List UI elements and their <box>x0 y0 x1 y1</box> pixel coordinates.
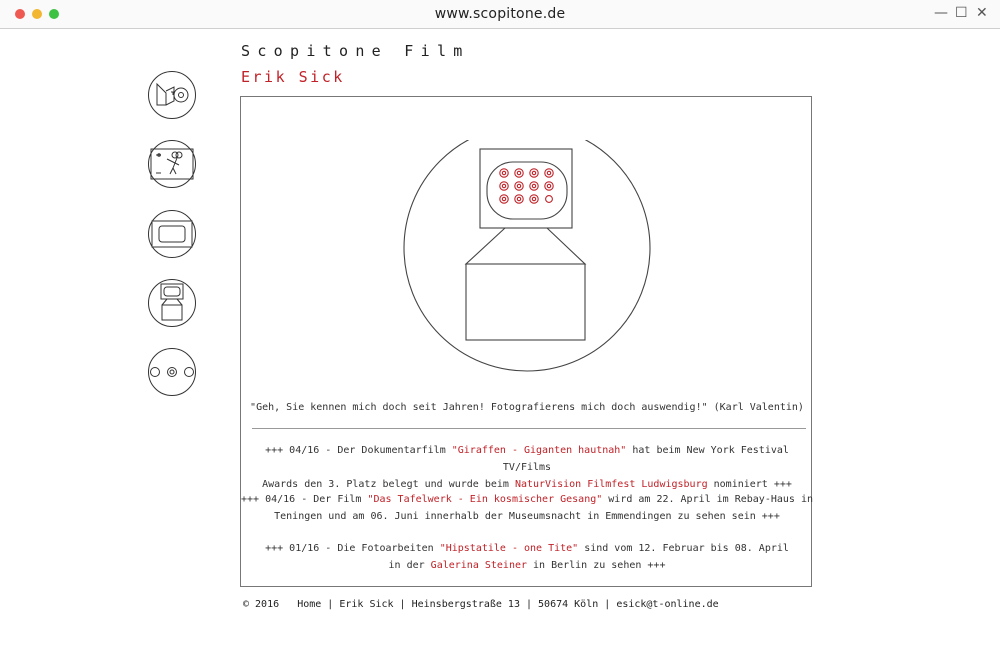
site-subtitle[interactable]: Erik Sick <box>241 68 345 86</box>
footer-name: Erik Sick <box>339 599 394 610</box>
news-item: +++ 04/16 - Der Film "Das Tafelwerk - Ein kosmischer Gesang" wird am 22. April im Rebay-Haus in Teningen und am 06. Juni innerhalb der Museumsnacht in Emmendingen zu sehen sein +++ <box>241 494 813 522</box>
minimize-icon[interactable]: — <box>934 5 948 21</box>
scopitone-illustration <box>403 140 651 374</box>
close-icon[interactable]: ✕ <box>976 5 988 21</box>
news-link[interactable]: Galerina Steiner <box>430 560 527 571</box>
site-title: Scopitone Film <box>241 42 470 60</box>
footer-street: Heinsbergstraße 13 <box>411 599 520 610</box>
news-link[interactable]: "Hipstatile - one Tite" <box>439 543 579 554</box>
film-camera-icon[interactable] <box>148 71 196 119</box>
copyright: © 2016 <box>243 599 280 610</box>
screen-icon[interactable] <box>148 210 196 258</box>
scopitone-icon[interactable] <box>148 279 196 327</box>
browser-chrome <box>0 0 1000 29</box>
reels-icon[interactable] <box>148 348 196 396</box>
content-panel <box>240 96 812 587</box>
footer-email-link[interactable]: esick@t-online.de <box>616 599 719 610</box>
news-link[interactable]: NaturVision Filmfest Ludwigsburg <box>514 479 708 490</box>
maximize-icon[interactable]: ☐ <box>955 5 968 21</box>
divider <box>252 428 806 429</box>
news-item: +++ 04/16 - Der Dokumentarfilm "Giraffen - Giganten hautnah" hat beim New York Festival TV/Films Awards den 3. Platz belegt und wurde beim NaturVision Filmfest Ludwigsburg nominiert +++ <box>262 445 792 490</box>
footer: © 2016 Home | Erik Sick | Heinsbergstraße 13 | 50674 Köln | esick@t-online.de <box>243 599 719 610</box>
footer-city: 50674 Köln <box>538 599 599 610</box>
footer-link-home[interactable]: Home <box>297 599 322 610</box>
address-bar[interactable]: www.scopitone.de <box>434 6 566 22</box>
news-item: +++ 01/16 - Die Fotoarbeiten "Hipstatile - one Tite" sind vom 12. Februar bis 08. April in der Galerina Steiner in Berlin zu sehen +++ <box>265 543 789 571</box>
quote-text: "Geh, Sie kennen mich doch seit Jahren! Fotografierens mich doch auswendig!" (Karl Valentin) <box>250 402 804 413</box>
stick-figure-film-icon[interactable] <box>148 140 196 188</box>
news-link[interactable]: "Das Tafelwerk - Ein kosmischer Gesang" <box>367 494 603 505</box>
news-link[interactable]: "Giraffen - Giganten hautnah" <box>451 445 627 456</box>
